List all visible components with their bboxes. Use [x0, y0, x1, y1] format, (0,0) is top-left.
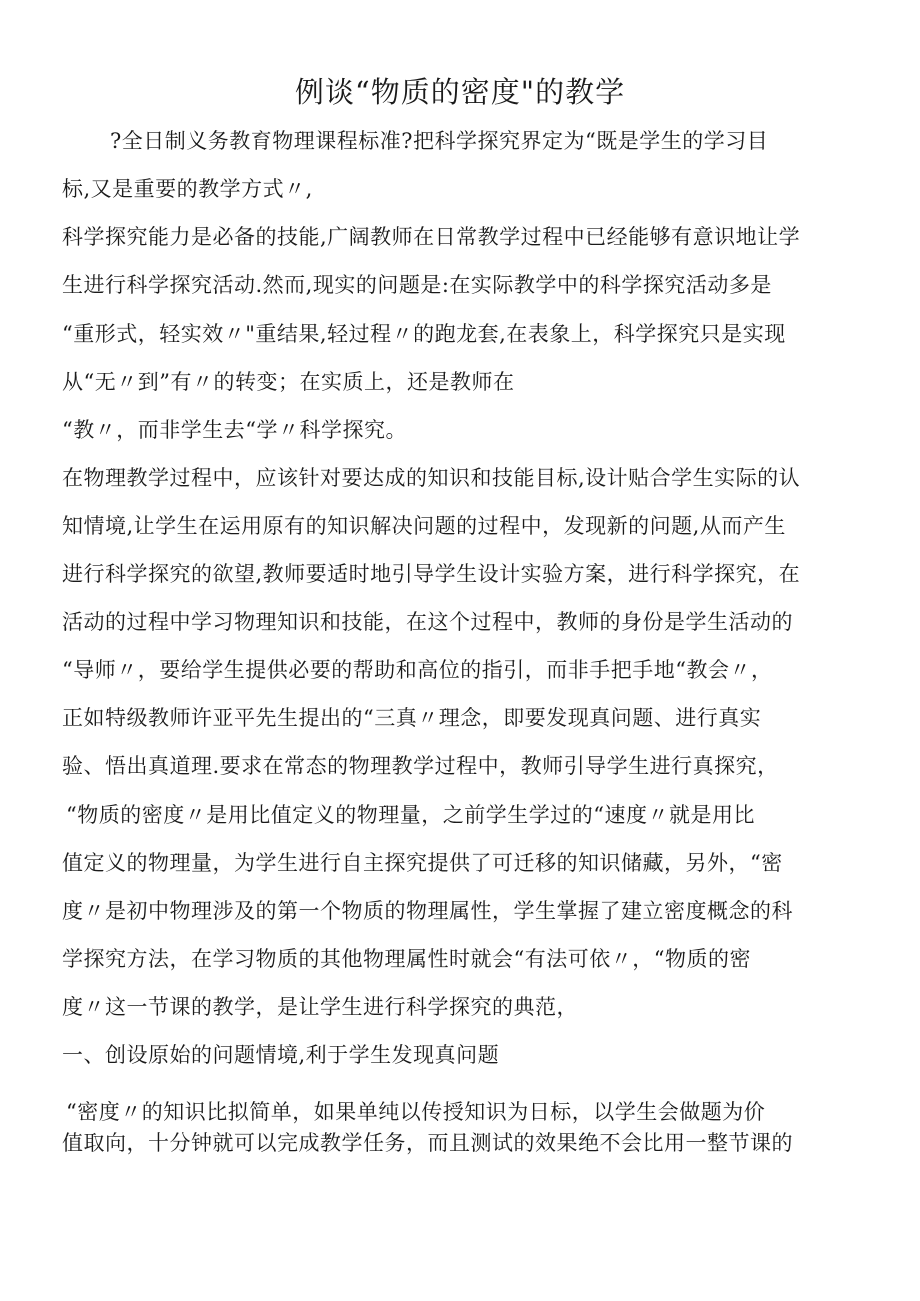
text-line: 生进行科学探究活动.然而,现实的问题是:在实际教学中的科学探究活动多是 — [62, 273, 772, 297]
text-line: 学探究方法，在学习物质的其他物理属性时就会“有法可依〃，“物质的密 — [62, 947, 751, 971]
text-line: 值定义的物理量，为学生进行自主探究提供了可迁移的知识储藏，另外，“密 — [62, 851, 783, 875]
text-line: 正如特级教师许亚平先生提出的“三真〃理念，即要发现真问题、进行真实 — [62, 706, 762, 730]
text-line: 值取向，十分钟就可以完成教学任务，而且测试的效果绝不会比用一整节课的 — [62, 1131, 793, 1155]
text-line: 度〃是初中物理涉及的第一个物质的物理属性，学生掌握了建立密度概念的科 — [62, 899, 793, 923]
text-line: “导师〃，要给学生提供必要的帮助和高位的指引，而非手把手地“教会〃， — [62, 658, 773, 682]
document-title: 例谈“物质的密度"的教学 — [294, 75, 626, 109]
text-line: 从“无〃到”有〃的转变；在实质上，还是教师在 — [62, 370, 515, 394]
text-line: 科学探究能力是必备的技能,广阔教师在日常教学过程中已经能够有意识地让学 — [62, 225, 801, 249]
text-line: 在物理教学过程中，应该针对要达成的知识和技能目标,设计贴合学生实际的认 — [62, 466, 801, 490]
text-line: “教〃，而非学生去“学〃科学探究。 — [62, 418, 407, 442]
text-line: “物质的密度〃是用比值定义的物理量，之前学生学过的“速度〃就是用比 — [66, 803, 755, 827]
text-line: 进行科学探究的欲望,教师要适时地引导学生设计实验方案，进行科学探究，在 — [62, 562, 801, 586]
text-line: 验、悟出真道理.要求在常态的物理教学过程中，教师引导学生进行真探究， — [62, 754, 779, 778]
text-line: “重形式，轻实效〃"重结果,轻过程〃的跑龙套,在表象上，科学探究只是实现 — [62, 322, 786, 346]
text-line: 活动的过程中学习物理知识和技能，在这个过程中，教师的身份是学生活动的 — [62, 610, 793, 634]
text-line: “密度〃的知识比拟简单，如果单纯以传授知识为日标，以学生会做题为价 — [66, 1100, 766, 1124]
section-heading: 一、创设原始的问题情境,利于学生发现真问题 — [62, 1043, 500, 1067]
text-line: 知情境,让学生在运用原有的知识解决问题的过程中，发现新的问题,从而产生 — [62, 514, 786, 538]
text-line: ?全日制义务教育物理课程标准?把科学探究界定为“既是学生的学习目 — [110, 129, 769, 153]
text-line: 标,又是重要的教学方式〃, — [62, 177, 313, 201]
text-line: 度〃这一节课的教学，是让学生进行科学探究的典范， — [62, 995, 578, 1019]
